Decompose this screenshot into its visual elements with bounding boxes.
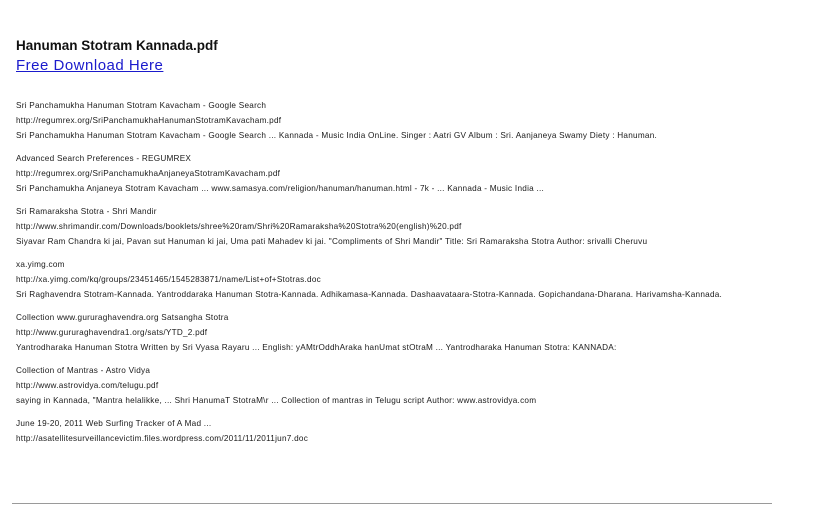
result-url[interactable]: http://asatellitesurveillancevictim.files.wordpress.com/2011/11/2011jun7.doc <box>16 434 309 443</box>
result-title: Collection of Mantras - Astro Vidya <box>16 366 151 375</box>
result-snippet: Sri Panchamukha Anjaneya Stotram Kavacham ... www.samasya.com/religion/hanuman/hanuman.html - 7k - ... Kannada - Music India ... <box>16 184 545 193</box>
result-title: Sri Ramaraksha Stotra - Shri Mandir <box>16 207 157 216</box>
page-divider <box>12 503 772 504</box>
result-url[interactable]: http://regumrex.org/SriPanchamukhaAnjaneyaStotramKavacham.pdf <box>16 169 281 178</box>
result-url[interactable]: http://www.astrovidya.com/telugu.pdf <box>16 381 159 390</box>
result-item <box>16 313 808 352</box>
result-item <box>16 207 808 246</box>
result-url[interactable]: http://www.gururaghavendra1.org/sats/YTD_2.pdf <box>16 328 208 337</box>
result-item <box>16 101 808 140</box>
result-title: Advanced Search Preferences - REGUMREX <box>16 154 192 163</box>
result-snippet: Sri Raghavendra Stotram-Kannada. Yantroddaraka Hanuman Stotra-Kannada. Adhikamasa-Kannada. Dashaavataara-Stotra-Kannada. Gopichandana-Dharana. Harivamsha-Kannada. <box>16 290 723 299</box>
result-title: Collection www.gururaghavendra.org Satsangha Stotra <box>16 313 229 322</box>
document-title: Hanuman Stotram Kannada.pdf <box>16 38 218 53</box>
result-snippet: saying in Kannada, "Mantra helalikke, ... Shri HanumaT StotraM\r ... Collection of mantras in Telugu script Author: www.astrovidya.com <box>16 396 537 405</box>
result-item <box>16 366 808 405</box>
result-url[interactable]: http://xa.yimg.com/kq/groups/23451465/1545283871/name/List+of+Stotras.doc <box>16 275 322 284</box>
result-snippet: Yantrodharaka Hanuman Stotra Written by Sri Vyasa Rayaru ... English: yAMtrOddhAraka hanUmat stOtraM ... Yantrodharaka Hanuman Stotra: KANNADA: <box>16 343 617 352</box>
document-page <box>16 38 808 458</box>
result-url[interactable]: http://regumrex.org/SriPanchamukhaHanumanStotramKavacham.pdf <box>16 116 282 125</box>
result-title: June 19-20, 2011 Web Surfing Tracker of A Mad ... <box>16 419 212 428</box>
result-item <box>16 260 808 299</box>
result-snippet: Sri Panchamukha Hanuman Stotram Kavacham - Google Search ... Kannada - Music India OnLine. Singer : Aatri GV Album : Sri. Aanjaneya Swamy Diety : Hanuman. <box>16 131 658 140</box>
result-title: xa.yimg.com <box>16 260 65 269</box>
result-snippet: Siyavar Ram Chandra ki jai, Pavan sut Hanuman ki jai, Uma pati Mahadev ki jai. "Compliments of Shri Mandir" Title: Sri Ramaraksha Stotra Author: srivalli Cheruvu <box>16 237 648 246</box>
result-item <box>16 419 808 444</box>
result-url[interactable]: http://www.shrimandir.com/Downloads/booklets/shree%20ram/Shri%20Ramaraksha%20Stotra%20(english)%20.pdf <box>16 222 462 231</box>
result-title: Sri Panchamukha Hanuman Stotram Kavacham - Google Search <box>16 101 267 110</box>
free-download-link[interactable]: Free Download Here <box>16 57 164 74</box>
search-results-list <box>16 101 808 444</box>
result-item <box>16 154 808 193</box>
